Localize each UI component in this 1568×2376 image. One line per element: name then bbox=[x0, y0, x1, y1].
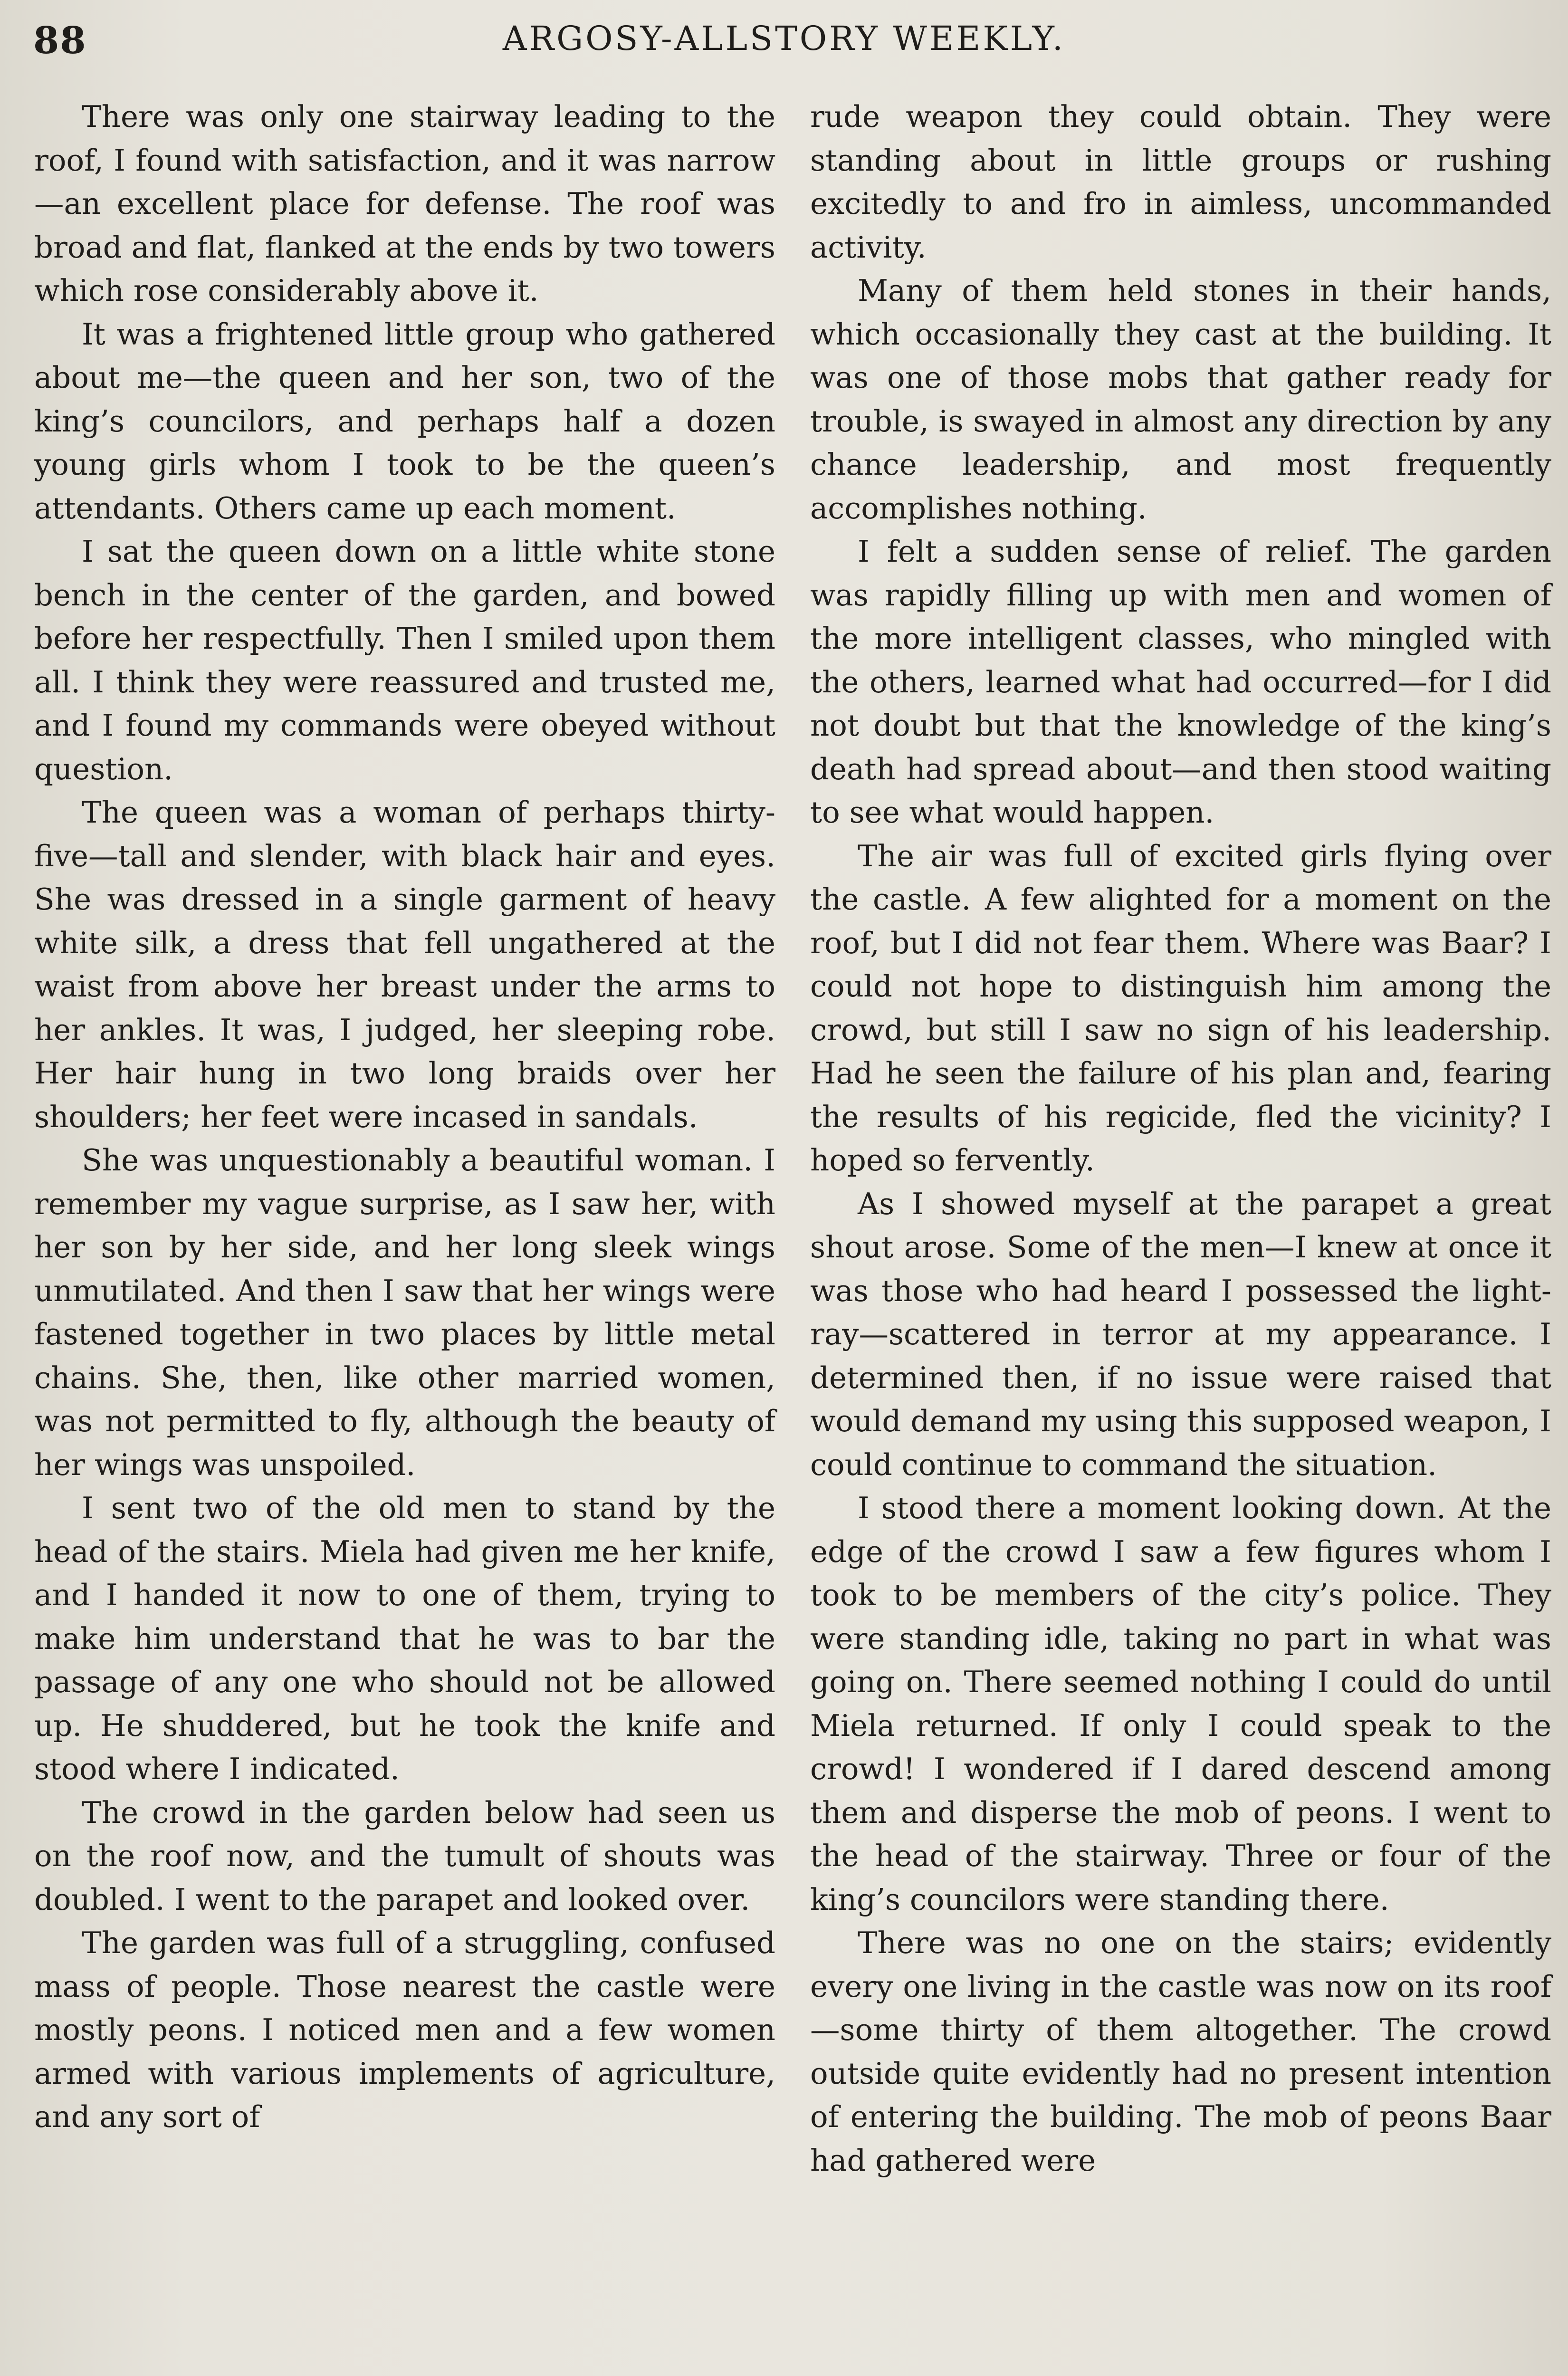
page-number: 88 bbox=[33, 19, 87, 62]
paragraph: There was no one on the stairs; evidently every one living in the castle was now on its roof—some thirty of them altogether. The crowd outside quite evidently had no present intention of entering the building. The mob of peons Baar had gathered were bbox=[810, 1926, 1551, 2178]
paragraph: I sat the queen down on a little white stone bench in the center of the garden, and bowed before her respectfully. Then I smiled upon them all. I think they were reassured and trusted me, and I found my commands were obeyed without question. bbox=[34, 534, 775, 786]
paragraph: The air was full of excited girls flying over the castle. A few alighted for a moment on the roof, but I did not fear them. Where was Baar? I could not hope to distinguish him among the crowd, but still I saw no sign of his leadership. Had he seen the failure of his plan and, fearing the results of his regicide, fled the vicinity? I hoped so fervently. bbox=[810, 838, 1551, 1178]
paragraph: There was only one stairway leading to the roof, I found with satisfaction, and it was narrow—an excellent place for defense. The roof was broad and flat, flanked at the ends by two towers which rose considerably above it. bbox=[34, 99, 775, 308]
paragraph: I stood there a moment looking down. At the edge of the crowd I saw a few figures whom I took to be members of the city’s police. They were standing idle, taking no part in what was going on. There seemed nothing I could do until Miela returned. If only I could speak to the crowd! I wondered if I dared descend among them and disperse the mob of peons. I went to the head of the stairway. Three or four of the king’s councilors were standing there. bbox=[810, 1491, 1551, 1917]
paragraph: It was a frightened little group who gathered about me—the queen and her son, two of the king’s councilors, and perhaps half a dozen young girls whom I took to be the queen’s attendants. Others came up each moment. bbox=[34, 316, 775, 526]
paragraph: She was unquestionably a beautiful woman. I remember my vague surprise, as I saw her, with her son by her side, and her long sleek wings unmutilated. And then I saw that her wings were fastened together in two places by little metal chains. She, then, like other married women, was not permitted to fly, although the beauty of her wings was unspoiled. bbox=[34, 1143, 775, 1482]
left-column bbox=[34, 95, 775, 2139]
paragraph: The crowd in the garden below had seen us on the roof now, and the tumult of shouts was doubled. I went to the parapet and looked over. bbox=[34, 1795, 775, 1917]
paragraph: The garden was full of a struggling, confused mass of people. Those nearest the castle were mostly peons. I noticed men and a few women armed with various implements of agriculture, and any sort of bbox=[34, 1926, 775, 2134]
paragraph: I felt a sudden sense of relief. The garden was rapidly filling up with men and women of the more intelligent classes, who mingled with the others, learned what had occurred—for I did not doubt but that the knowledge of the king’s death had spread about—and then stood waiting to see what would happen. bbox=[810, 534, 1551, 830]
running-head: ARGOSY-ALLSTORY WEEKLY. bbox=[502, 19, 1066, 58]
paragraph: I sent two of the old men to stand by the head of the stairs. Miela had given me her knife, and I handed it now to one of them, trying to make him understand that he was to bar the passage of any one who should not be allowed up. He shuddered, but he took the knife and stood where I indicated. bbox=[34, 1491, 775, 1786]
right-column bbox=[810, 95, 1551, 2182]
paragraph-continuation: rude weapon they could obtain. They were standing about in little groups or rushing excitedly to and fro in aimless, uncommanded activity. bbox=[810, 99, 1551, 265]
paragraph: As I showed myself at the parapet a great shout arose. Some of the men—I knew at once it was those who had heard I possessed the light-ray—scattered in terror at my appearance. I determined then, if no issue were raised that would demand my using this supposed weapon, I could continue to command the situation. bbox=[810, 1186, 1551, 1482]
paragraph: The queen was a woman of perhaps thirty-five—tall and slender, with black hair and eyes. She was dressed in a single garment of heavy white silk, a dress that fell ungathered at the waist from above her breast under the arms to her ankles. It was, I judged, her sleeping robe. Her hair hung in two long braids over her shoulders; her feet were incased in sandals. bbox=[34, 795, 775, 1134]
page-header bbox=[33, 19, 1535, 76]
paragraph: Many of them held stones in their hands, which occasionally they cast at the building. It was one of those mobs that gather ready for trouble, is swayed in almost any direction by any chance leadership, and most frequently accomplishes nothing. bbox=[810, 273, 1551, 526]
